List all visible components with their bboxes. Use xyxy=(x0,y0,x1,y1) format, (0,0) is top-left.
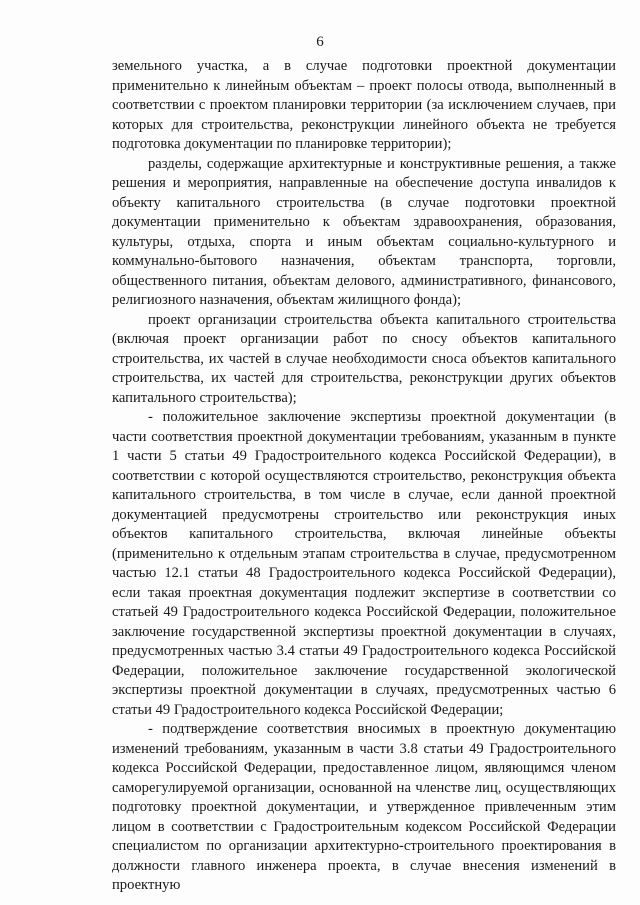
paragraph-architectural-sections: разделы, содержащие архитектурные и конструктивные решения, а также решения и мероприятия, направленные на обеспечение доступа инвалидов к объекту капитального строительства (в случае подготовки проектной документации применительно к объектам здравоохранения, образования, культуры, отдыха, спорта и иным объектам социально-культурного и коммунально-бытового назначения, объектам транспорта, торговли, общественного питания, объектам делового, административного, финансового, религиозного назначения, объектам жилищного фонда); xyxy=(112,155,616,308)
document-body xyxy=(112,57,616,896)
paragraph-change-confirmation: - подтверждение соответствия вносимых в проектную документацию изменений требованиям, указанным в части 3.8 статьи 49 Градостроительного кодекса Российской Федерации, предоставленное лицом, являющимся членом саморегулируемой организации, основанной на членстве лиц, осуществляющих подготовку проектной документации, и утвержденное привлеченным этим лицом в соответствии с Градостроительным кодексом Российской Федерации специалистом по организации архитектурно-строительного проектирования в должности главного инженера проекта, в случае внесения изменений в проектную xyxy=(112,721,616,893)
paragraph-expert-conclusion: - положительное заключение экспертизы проектной документации (в части соответствия проектной документации требованиям, указанным в пункте 1 части 5 статьи 49 Градостроительного кодекса Российской Федерации), в соответствии с которой осуществляются строительство, реконструкция объекта капитального строительства, в том числе в случае, если данной проектной документацией предусмотрены строительство или реконструкция иных объектов капитального строительства, включая линейные объекты (применительно к отдельным этапам строительства в случае, предусмотренном частью 12.1 статьи 48 Градостроительного кодекса Российской Федерации), если такая проектная документация подлежит экспертизе в соответствии со статьей 49 Градостроительного кодекса Российской Федерации, положительное заключение государственной экспертизы проектной документации в случаях, предусмотренных частью 3.4 статьи 49 Градостроительного кодекса Российской Федерации, положительное заключение государственной экологической экспертизы проектной документации в случаях, предусмотренных частью 6 статьи 49 Градостроительного кодекса Российской Федерации; xyxy=(112,409,616,718)
paragraph-construction-project: проект организации строительства объекта капитального строительства (включая проект организации работ по сносу объектов капитального строительства, их частей в случае необходимости сноса объектов капитального строительства, их частей для строительства, реконструкции других объектов капитального строительства); xyxy=(112,311,616,406)
page-number: 6 xyxy=(316,34,324,50)
paragraph-land-plot: земельного участка, а в случае подготовки проектной документации применительно к линейным объектам – проект полосы отвода, выполненный в соответствии с проектом планировки территории (за исключением случаев, при которых для строительства, реконструкции линейного объекта не требуется подготовка документации по планировке территории); xyxy=(112,58,616,152)
